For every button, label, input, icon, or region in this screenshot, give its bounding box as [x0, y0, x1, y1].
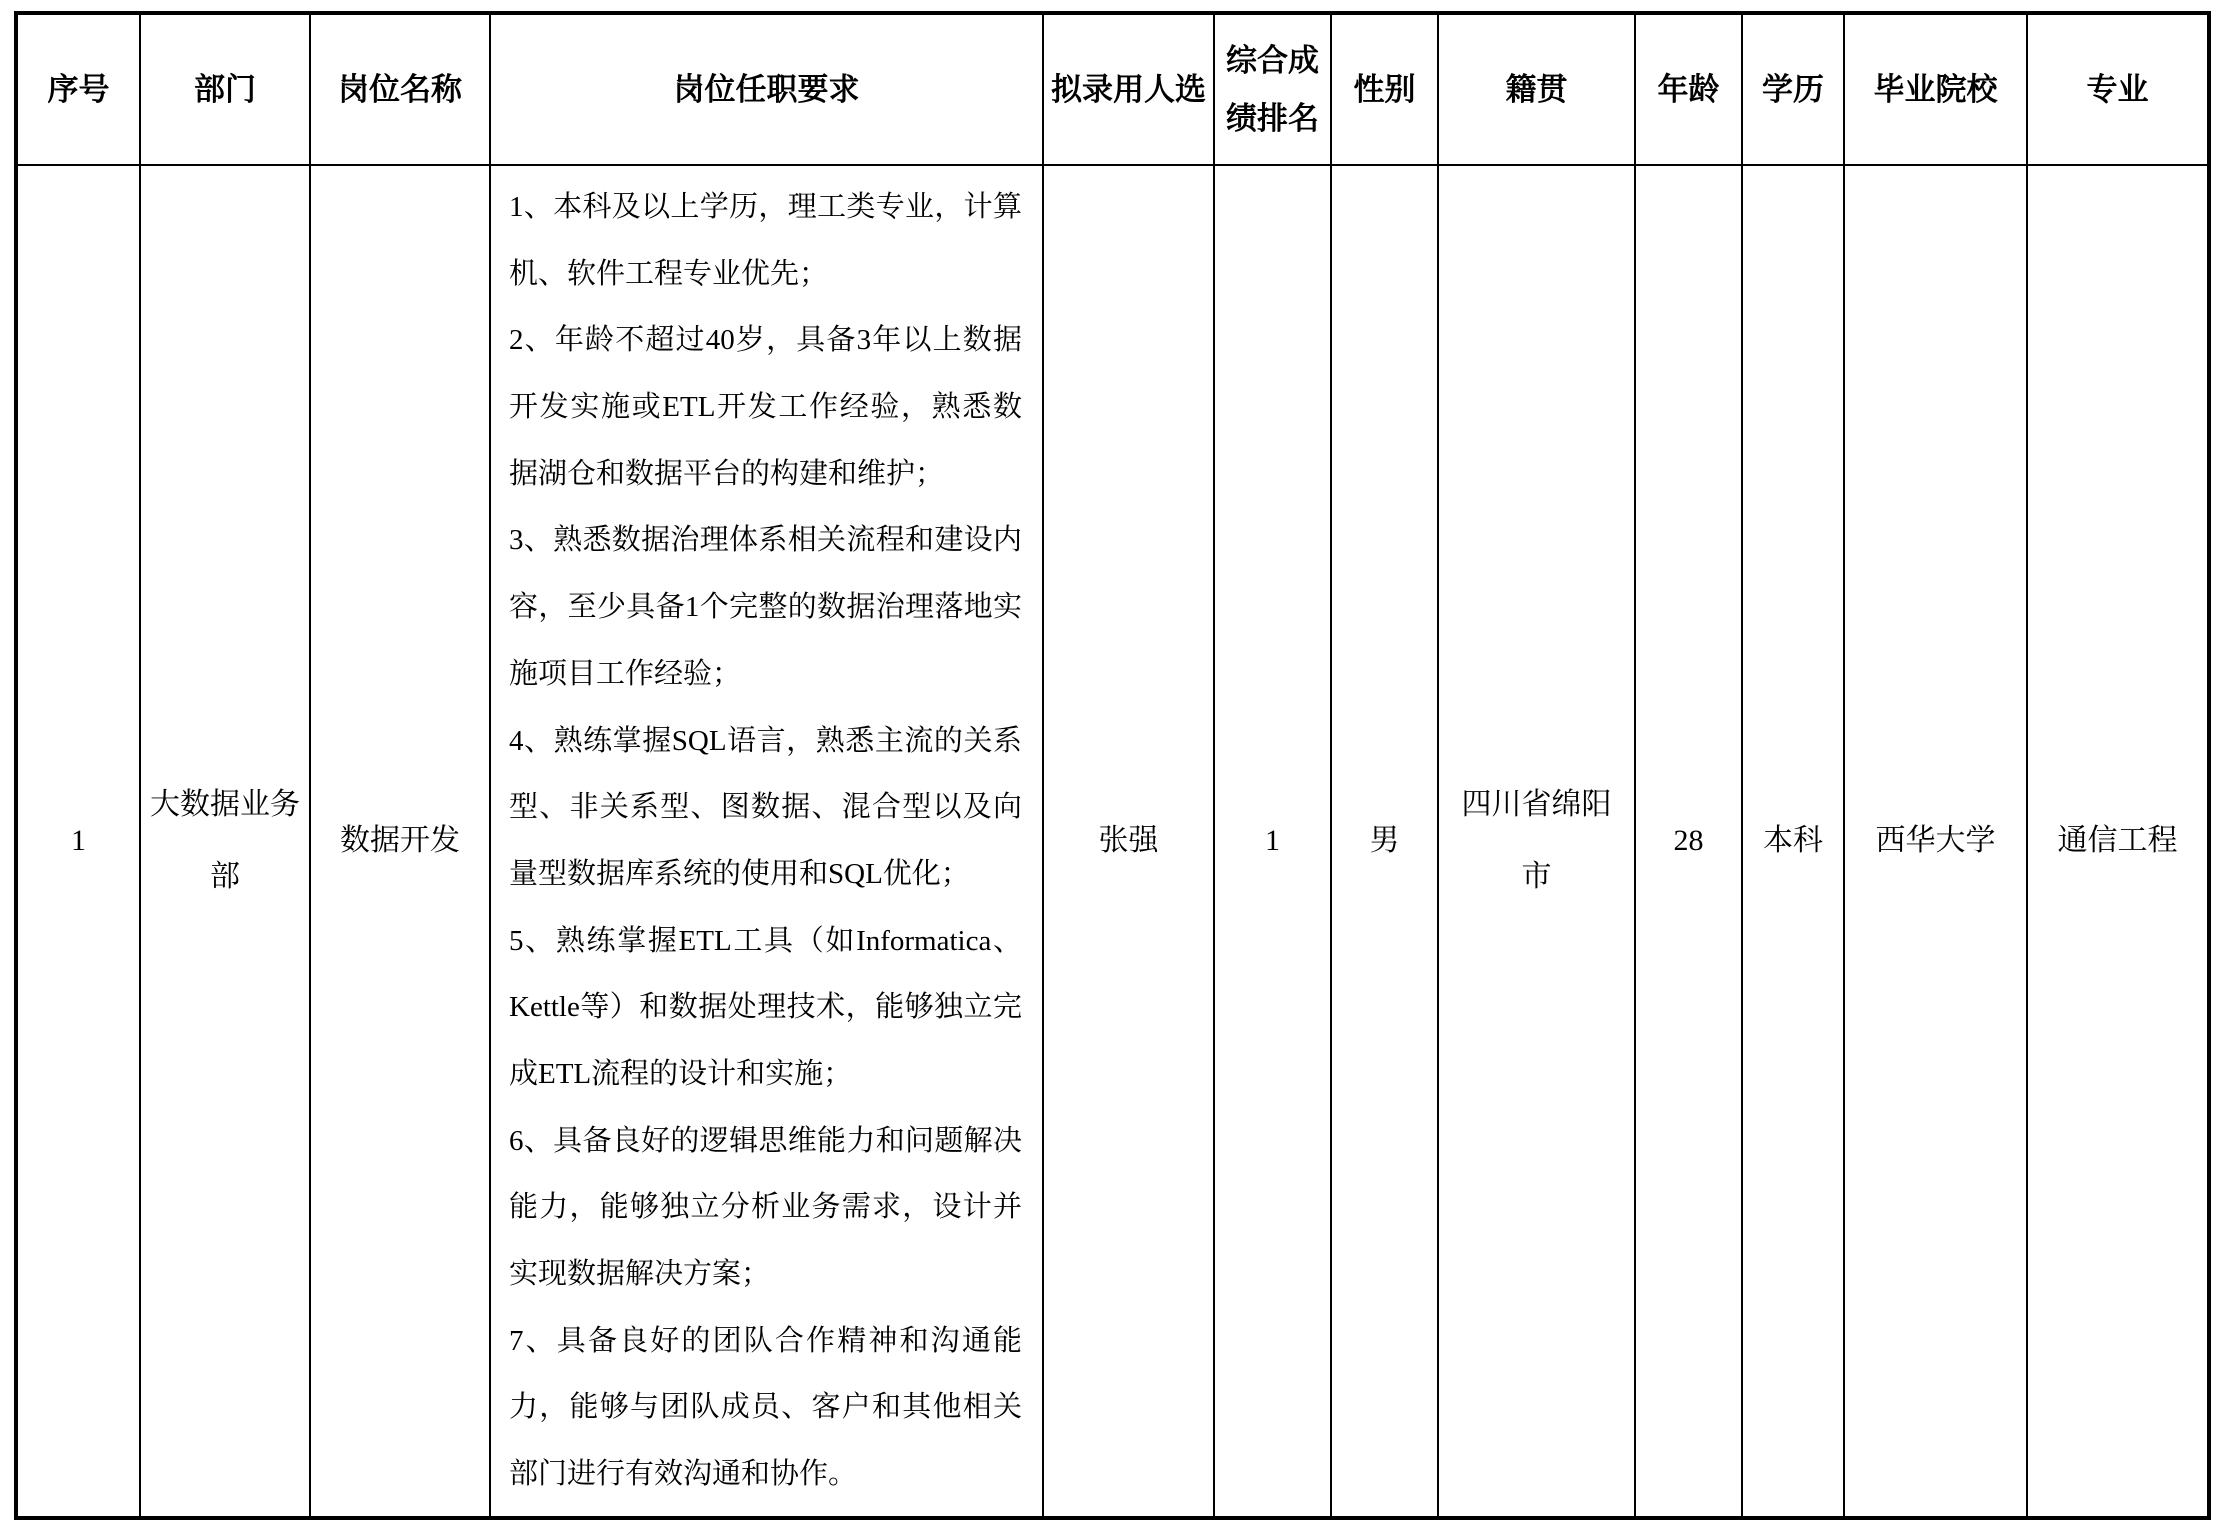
cell-department: 大数据业务部 — [140, 165, 310, 1518]
header-cell-university: 毕业院校 — [1844, 13, 2027, 165]
cell-native-place: 四川省绵阳市 — [1438, 165, 1635, 1518]
recruitment-table — [14, 11, 2211, 1520]
cell-gender: 男 — [1331, 165, 1438, 1518]
cell-major: 通信工程 — [2027, 165, 2209, 1518]
requirement-item: 5、熟练掌握ETL工具（如Informatica、Kettle等）和数据处理技术，能够独立完成ETL流程的设计和实施； — [509, 924, 1022, 1090]
header-cell-requirements: 岗位任职要求 — [490, 13, 1043, 165]
header-cell-department: 部门 — [140, 13, 310, 165]
cell-rank: 1 — [1214, 165, 1331, 1518]
requirement-item: 7、具备良好的团队合作精神和沟通能力，能够与团队成员、客户和其他相关部门进行有效沟通和协作。 — [509, 1324, 1022, 1491]
requirement-item: 4、熟练掌握SQL语言，熟悉主流的关系型、非关系型、图数据、混合型以及向量型数据库系统的使用和SQL优化； — [509, 724, 1022, 890]
header-cell-gender: 性别 — [1331, 13, 1438, 165]
cell-candidate: 张强 — [1043, 165, 1214, 1518]
header-cell-rank: 综合成绩排名 — [1214, 13, 1331, 165]
header-cell-native-place: 籍贯 — [1438, 13, 1635, 165]
cell-education: 本科 — [1742, 165, 1844, 1518]
header-cell-education: 学历 — [1742, 13, 1844, 165]
header-cell-position: 岗位名称 — [310, 13, 490, 165]
cell-age: 28 — [1635, 165, 1742, 1518]
requirement-item: 2、年龄不超过40岁，具备3年以上数据开发实施或ETL开发工作经验，熟悉数据湖仓和数据平台的构建和维护； — [509, 324, 1022, 490]
cell-university: 西华大学 — [1844, 165, 2027, 1518]
requirement-item: 3、熟悉数据治理体系相关流程和建设内容，至少具备1个完整的数据治理落地实施项目工作经验； — [509, 524, 1022, 690]
cell-seq: 1 — [16, 165, 140, 1518]
cell-position: 数据开发 — [310, 165, 490, 1518]
header-row — [16, 13, 2209, 165]
requirement-item: 1、本科及以上学历，理工类专业，计算机、软件工程专业优先； — [509, 191, 1022, 290]
cell-requirements — [490, 165, 1043, 1518]
requirement-item: 6、具备良好的逻辑思维能力和问题解决能力，能够独立分析业务需求，设计并实现数据解决方案； — [509, 1124, 1022, 1290]
header-cell-age: 年龄 — [1635, 13, 1742, 165]
header-cell-seq: 序号 — [16, 13, 140, 165]
requirements-cell-content — [509, 174, 1022, 1508]
header-cell-candidate: 拟录用人选 — [1043, 13, 1214, 165]
header-cell-major: 专业 — [2027, 13, 2209, 165]
table-row — [16, 165, 2209, 1518]
